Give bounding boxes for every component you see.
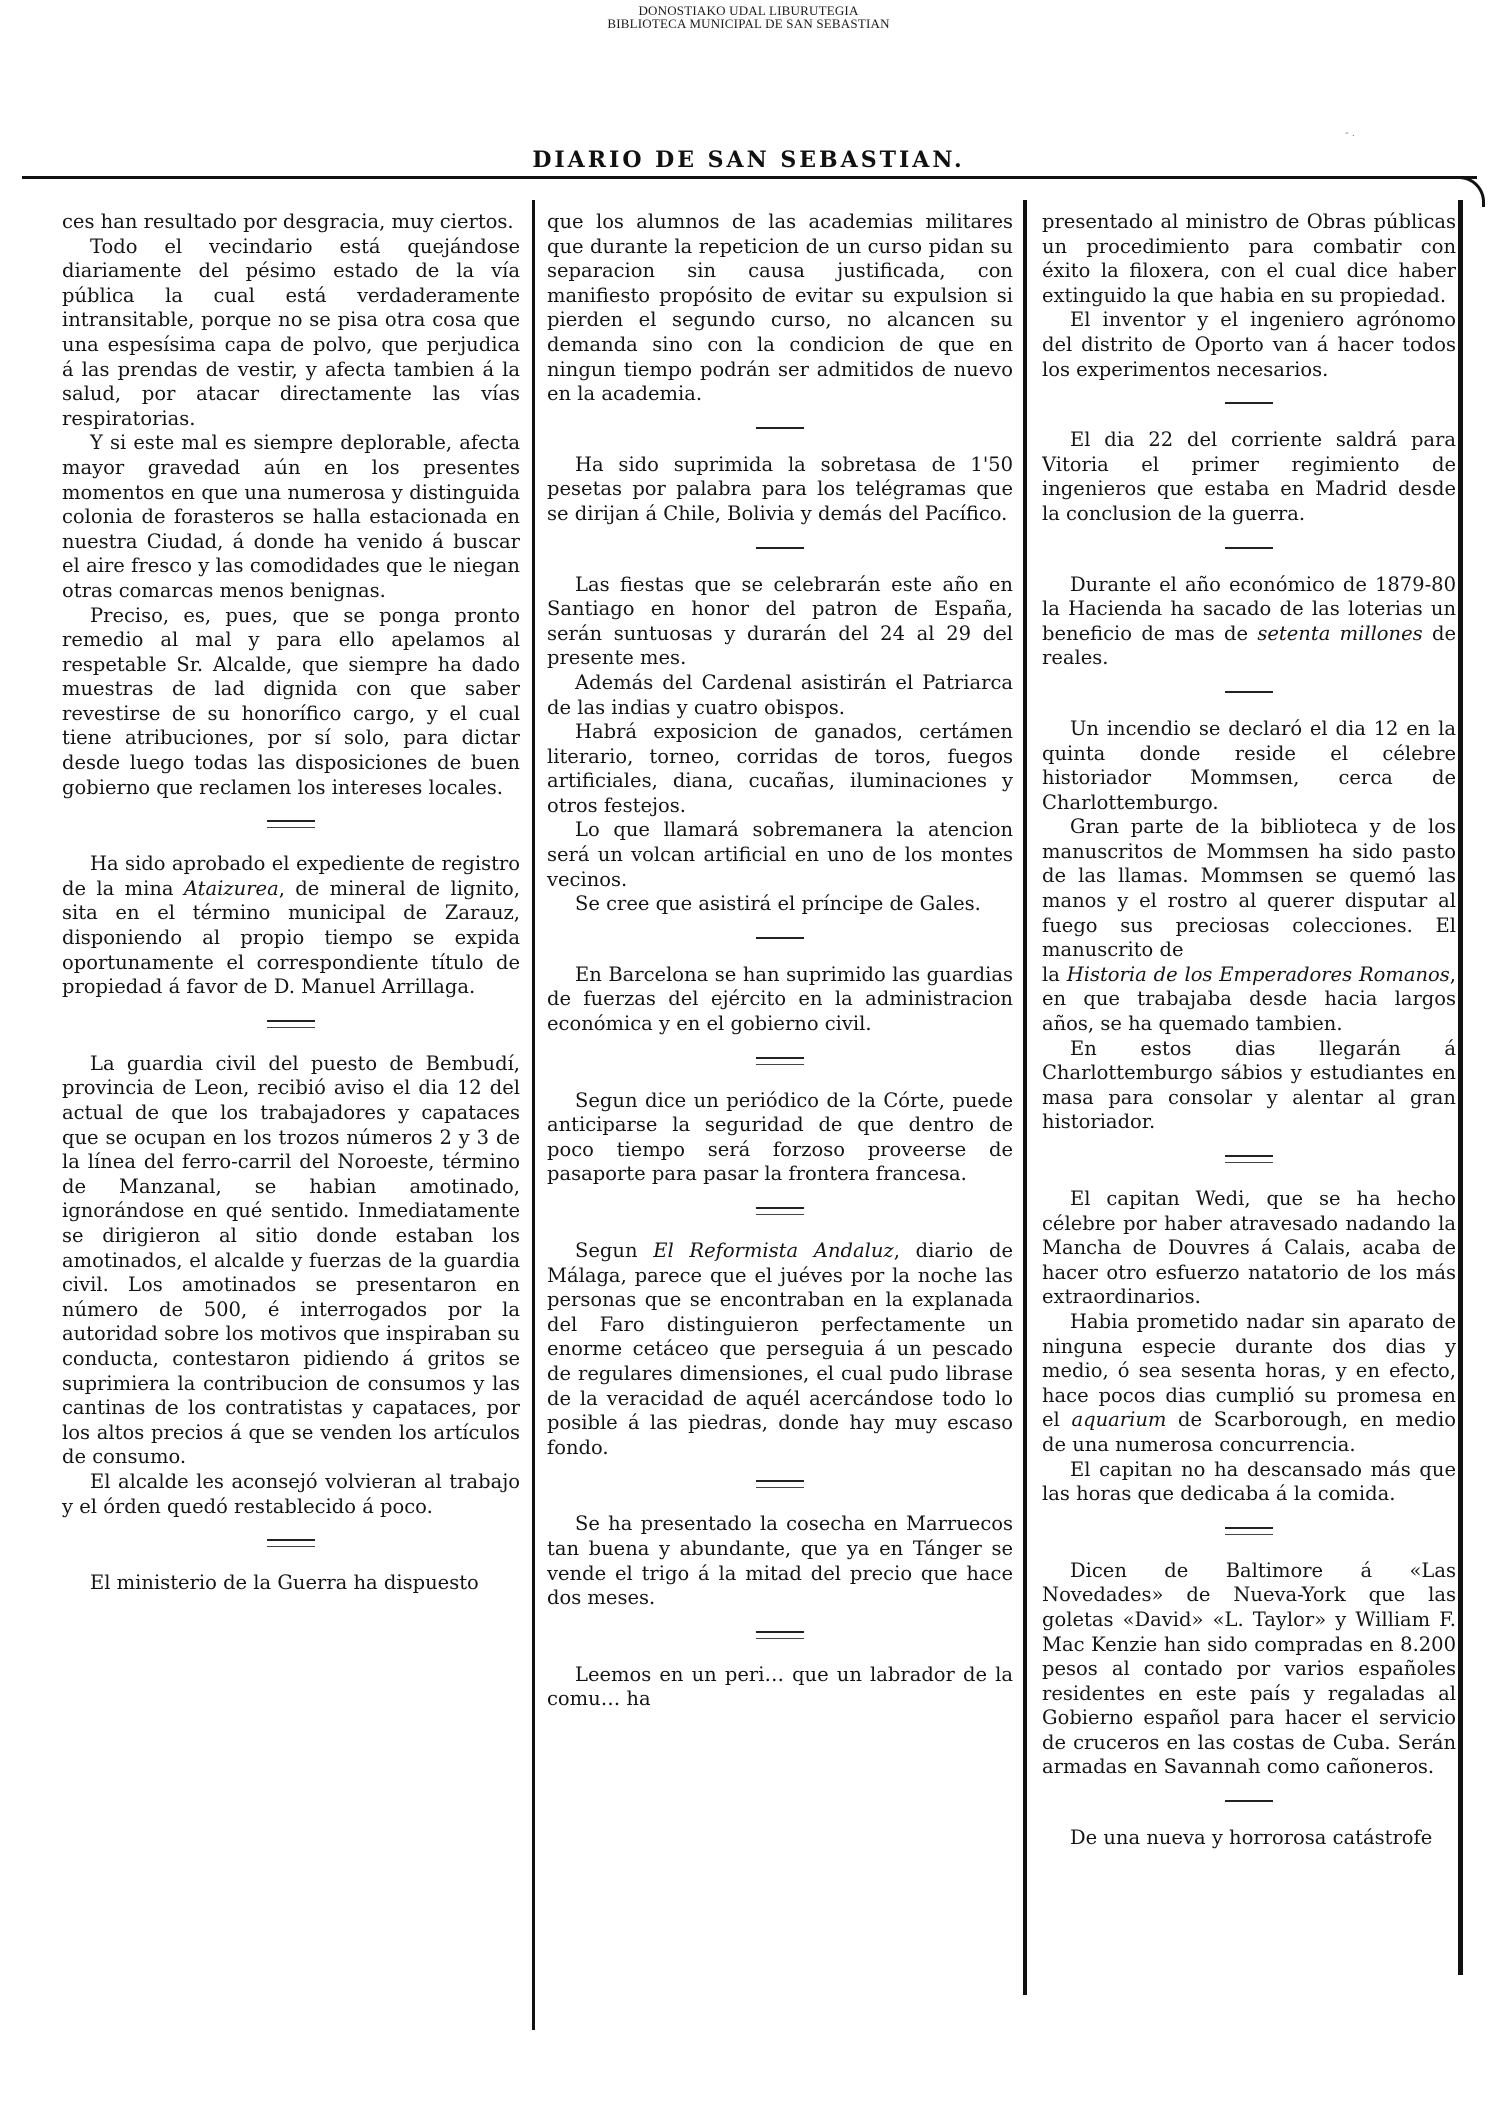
article-paragraph [62, 852, 520, 1000]
article-paragraph: Se cree que asistirá el príncipe de Gales. [575, 892, 981, 916]
article-paragraph: Las fiestas que se celebrarán este año en Santiago en honor del patron de España, serán suntuosas y durarán del 24 al 29 del presente mes. [547, 572, 1013, 670]
article-separator [1225, 1527, 1273, 1535]
paragraph-text: de reales. [1042, 621, 1456, 670]
article-paragraph: Y si este mal es siempre deplorable, afecta mayor gravedad aún en los presentes momentos en que una numerosa y distinguida colonia de forasteros se halla estacionada en nuestra Ciudad, á donde ha venido á buscar el aire fresco y las comodidades que le niegan otras comarcas menos benignas. [62, 431, 520, 602]
column-right [1042, 210, 1456, 1851]
article-separator [756, 427, 804, 429]
paragraph-text: de Scarborough, en medio de una numerosa concurrencia. [1042, 1408, 1456, 1456]
article-separator [1225, 402, 1273, 404]
article-separator [756, 1631, 804, 1639]
article-paragraph: El inventor y el ingeniero agrónomo del distrito de Oporto van á hacer todos los experimentos necesarios. [1042, 308, 1456, 381]
article-paragraph: De una nueva y horrorosa catástrofe [1070, 1826, 1433, 1850]
article-separator [756, 1207, 804, 1215]
paragraph-text: , de mineral de lignito, sita en el término municipal de Zarauz, disponiendo al propio tiempo se expida oportunamente el correspondiente título de propiedad á favor de D. Manuel Arrillaga. [62, 876, 520, 999]
paragraph-text: , diario de Málaga, parece que el juéves por la noche las personas que se encontraban en la explanada del Faro distinguieron perfectamente un enorme cetáceo que perseguia á un pescado de regulares dimensiones, el cual pudo librase de la veracidad de aquél acercándose todo lo posible á las piedras, donde hay muy escaso fondo. [547, 1239, 1014, 1459]
article-paragraph: Gran parte de la biblioteca y de los manuscritos de Mommsen ha sido pasto de las llamas. Mommsen se quemó las manos y el rostro al querer disputar al fuego sus preciosas colecciones. El manuscrito de [1042, 815, 1456, 962]
article-separator [756, 1480, 804, 1488]
article-separator [1225, 691, 1273, 693]
article-paragraph: El ministerio de la Guerra ha dispuesto [90, 1571, 479, 1595]
paragraph-text: Segun [575, 1239, 654, 1262]
article-paragraph: Dicen de Baltimore á «Las Novedades» de Nueva-York que las goletas «David» «L. Taylor» y William F. Mac Kenzie han sido compradas en 8.200 pesos al contado por varios españoles residentes en este país y regaladas al Gobierno español para hacer el servicio de cruceros en las costas de Cuba. Serán armadas en Savannah como cañoneros. [1042, 1558, 1456, 1779]
paragraph-text: Habia prometido nadar sin aparato de ninguna especie durante dos dias y medio, ó sea sesenta horas, y en efecto, hace pocos dias cumplió su promesa en el [1042, 1309, 1456, 1432]
article-paragraph [1042, 1310, 1456, 1458]
article-separator [267, 1020, 315, 1028]
newspaper-masthead: DIARIO DE SAN SEBASTIAN. [532, 147, 965, 173]
article-paragraph [1042, 963, 1456, 1037]
article-paragraph [547, 1239, 1013, 1460]
article-paragraph: El dia 22 del corriente saldrá para Vitoria el primer regimiento de ingenieros que estaba en Madrid desde la conclusion de la guerra. [1042, 428, 1456, 525]
paragraph-text: Ha sido aprobado el expediente de registro de la mina [62, 852, 520, 900]
italic-title: aquarium [1071, 1408, 1167, 1432]
paragraph-text: Durante el año económico de 1879-80 la Hacienda ha sacado de las loterias un beneficio de mas de [1042, 572, 1456, 645]
article-separator [267, 1539, 315, 1547]
article-paragraph: Segun dice un periódico de la Córte, puede anticiparse la seguridad de que dentro de poco tiempo será forzoso proveerse de pasaporte para pasar la frontera francesa. [547, 1088, 1013, 1186]
column-rule-1 [532, 200, 535, 2030]
article-paragraph [1042, 573, 1456, 671]
corner-mark: - . [1345, 128, 1355, 139]
article-paragraph: Habrá exposicion de ganados, certámen literario, torneo, corridas de toros, fuegos artificiales, diana, cucañas, iluminaciones y otros festejos. [547, 720, 1013, 817]
article-paragraph: presentado al ministro de Obras públicas un procedimiento para combatir con éxito la filoxera, con el cual dice haber extinguido la que habia en su propiedad. [1042, 210, 1456, 307]
article-paragraph: Se ha presentado la cosecha en Marruecos tan buena y abundante, que ya en Tánger se vende el trigo á la mitad del precio que hace dos meses. [547, 1512, 1013, 1610]
paragraph-text: la [1042, 962, 1067, 986]
article-paragraph: ces han resultado por desgracia, muy ciertos. [62, 210, 514, 233]
article-paragraph: La guardia civil del puesto de Bembudí, provincia de Leon, recibió aviso el dia 12 del actual de que los trabajadores y capataces que se ocupan en los trozos números 2 y 3 de la línea del ferro-carril del Noroeste, término de Manzanal, se habian amotinado, ignorándose en qué sentido. Inmediatamente se dirigieron al sitio donde estaban los amotinados, el alcalde y fuerzas de la guardia civil. Los amotinados se presentaron en número de 500, é interrogados por la autoridad sobre los motivos que inspiraban su conducta, contestaron pidiendo á gritos se suprimiera la contribucion de consumos y las cantinas de los contratistas y capataces, por los altos precios á que se venden los artículos de consumo. [62, 1051, 520, 1469]
library-header [0, 4, 1497, 30]
italic-title: Ataizurea [183, 876, 279, 900]
article-separator [1225, 1800, 1273, 1802]
column-left [62, 210, 520, 1596]
article-separator [267, 820, 315, 828]
article-paragraph: Ha sido suprimida la sobretasa de 1'50 pesetas por palabra para los telégramas que se dirijan á Chile, Bolivia y demás del Pacífico. [547, 452, 1013, 525]
article-paragraph: El capitan Wedi, que se ha hecho célebre por haber atravesado nadando la Mancha de Douvres á Calais, acaba de hacer otro esfuerzo natatorio de los más extraordinarios. [1042, 1187, 1456, 1309]
article-paragraph: Leemos en un peri… que un labrador de la comu… ha [547, 1662, 1013, 1711]
article-paragraph: Todo el vecindario está quejándose diariamente del pésimo estado de la vía pública la cual está verdaderamente intransitable, porque no se pisa otra cosa que una espesísima capa de polvo, que perjudica á las prendas de vestir, y afecta tambien á la salud, por atacar directamente las vías respiratorias. [62, 234, 520, 430]
article-separator [756, 1057, 804, 1065]
masthead-rule-curve [1450, 176, 1485, 207]
article-paragraph: Preciso, es, pues, que se ponga pronto remedio al mal y para ello apelamos al respetable Sr. Alcalde, que siempre ha dado muestras de lad dignida con que saber revestirse de su honorífico cargo, y el cual tiene atribuciones, por sí solo, para dictar desde luego todas las disposiciones de buen gobierno que reclamen los intereses locales. [62, 603, 520, 799]
article-paragraph: Lo que llamará sobremanera la atencion será un volcan artificial en uno de los montes vecinos. [547, 818, 1013, 891]
article-paragraph: El capitan no ha descansado más que las horas que dedicaba á la comida. [1042, 1457, 1456, 1506]
italic-title: El Reformista Andaluz [653, 1239, 894, 1262]
paragraph-text: , en que trabajaba desde hacia largos años, se ha quemado tambien. [1042, 962, 1456, 1036]
library-header-basque: DONOSTIAKO UDAL LIBURUTEGIA [638, 3, 859, 18]
masthead-rule [22, 176, 1477, 179]
article-paragraph: Además del Cardenal asistirán el Patriarca de las indias y cuatro obispos. [547, 670, 1013, 719]
article-paragraph: En Barcelona se han suprimido las guardias de fuerzas del ejército en la administracion económica y en el gobierno civil. [547, 962, 1013, 1036]
column-rule-2 [1023, 200, 1027, 1995]
article-paragraph: En estos dias llegarán á Charlottemburgo sábios y estudiantes en masa para consolar y alentar al gran historiador. [1042, 1036, 1456, 1134]
column-middle [547, 210, 1013, 1712]
article-separator [756, 547, 804, 549]
library-header-spanish: BIBLIOTECA MUNICIPAL DE SAN SEBASTIAN [607, 16, 890, 31]
article-separator [1225, 547, 1273, 549]
article-separator [1225, 1155, 1273, 1163]
italic-title: Historia de los Emperadores Romanos [1066, 962, 1450, 986]
article-paragraph: El alcalde les aconsejó volvieran al trabajo y el órden quedó restablecido á poco. [62, 1469, 520, 1518]
article-paragraph: que los alumnos de las academias militares que durante la repeticion de un curso pidan su separacion sin causa justificada, con manifiesto propósito de evitar su expulsion si pierden el segundo curso, no alcancen su demanda sino con la condicion de que en ningun tiempo podrán ser admitidos de nuevo en la academia. [547, 210, 1013, 406]
italic-title: setenta millones [1257, 621, 1423, 645]
article-paragraph: Un incendio se declaró el dia 12 en la quinta donde reside el célebre historiador Mommsen, cerca de Charlottemburgo. [1042, 716, 1456, 814]
article-separator [756, 937, 804, 939]
column-rule-right-edge [1458, 200, 1463, 1975]
